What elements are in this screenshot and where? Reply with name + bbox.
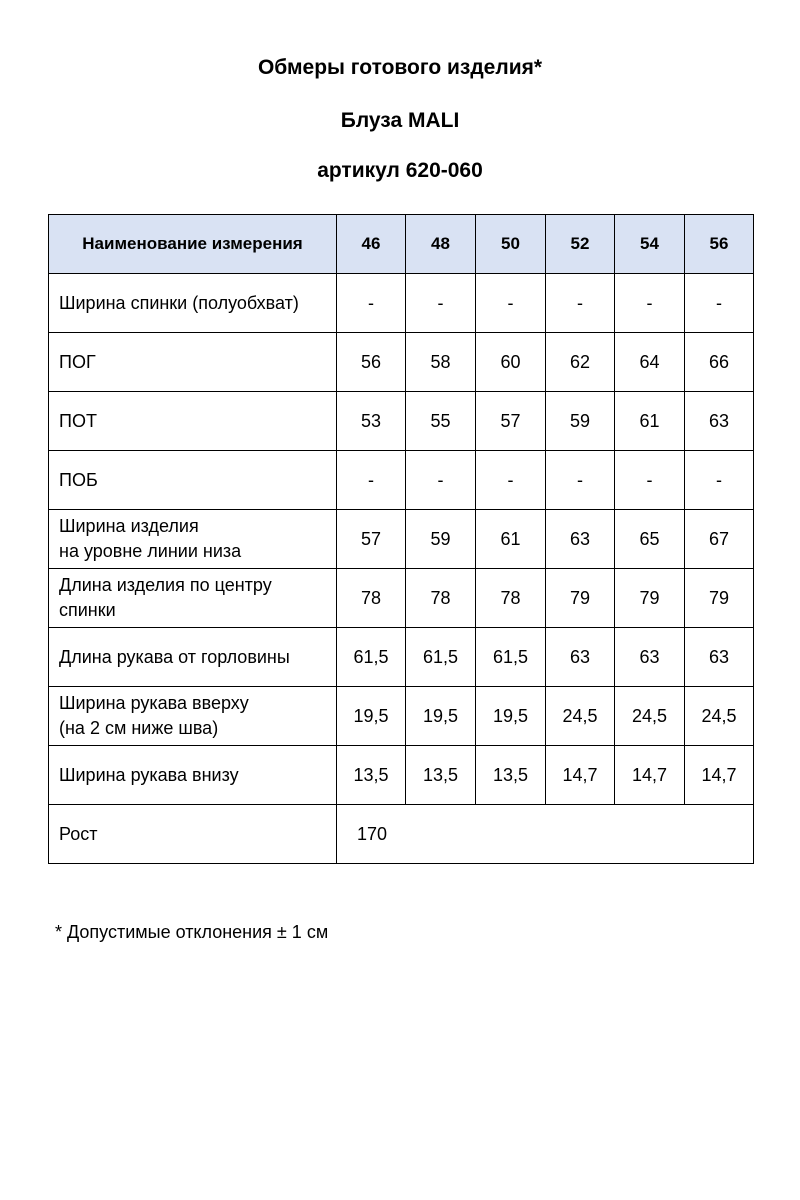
measurement-name-line: Ширина рукава внизу (59, 764, 239, 785)
measurement-value: 79 (546, 569, 615, 628)
measurement-value: 19,5 (476, 687, 546, 746)
measurement-value: 13,5 (337, 746, 406, 805)
measurement-value: 14,7 (546, 746, 615, 805)
measurement-name-line: Ширина рукава вверху (59, 693, 249, 713)
measurement-value: 57 (337, 510, 406, 569)
measurements-table (48, 214, 754, 864)
measurement-name (49, 392, 337, 451)
measurement-value: - (476, 274, 546, 333)
measurement-value: 60 (476, 333, 546, 392)
measurement-value: 65 (615, 510, 685, 569)
document-title: Обмеры готового изделия* (257, 56, 543, 79)
measurement-value: 78 (337, 569, 406, 628)
article-number: артикул 620-060 (317, 159, 483, 182)
measurement-value: 66 (685, 333, 754, 392)
measurement-value: 61 (615, 392, 685, 451)
measurement-value: - (685, 451, 754, 510)
measurement-value: 13,5 (476, 746, 546, 805)
measurement-value: 58 (406, 333, 476, 392)
measurement-value: 59 (406, 510, 476, 569)
measurement-name-line: Длина рукава от горловины (59, 646, 290, 667)
measurement-name-line: Длина изделия по центру (59, 575, 272, 595)
measurement-name (49, 569, 337, 628)
measurement-value: 14,7 (615, 746, 685, 805)
measurement-value: 61,5 (337, 628, 406, 687)
measurement-value: 13,5 (406, 746, 476, 805)
measurement-name-line: (на 2 см ниже шва) (59, 718, 219, 738)
table-row (49, 451, 754, 510)
measurement-value: 79 (685, 569, 754, 628)
measurement-value: 56 (337, 333, 406, 392)
table-row (49, 333, 754, 392)
measurement-value: 78 (406, 569, 476, 628)
measurement-name (49, 510, 337, 569)
table-row-rost (49, 805, 754, 864)
measurement-name (49, 451, 337, 510)
measurement-name (49, 687, 337, 746)
measurement-name-line: спинки (59, 600, 116, 620)
table-row (49, 628, 754, 687)
measurement-value: - (546, 451, 615, 510)
measurement-value: 59 (546, 392, 615, 451)
measurement-name (49, 628, 337, 687)
measurement-value: 61,5 (406, 628, 476, 687)
measurement-value: 24,5 (615, 687, 685, 746)
measurement-name (49, 333, 337, 392)
measurement-name: Рост (49, 805, 337, 864)
measurement-value: 24,5 (685, 687, 754, 746)
footnote: * Допустимые отклонения ± 1 см (55, 922, 329, 942)
measurement-name-line: ПОБ (59, 469, 98, 490)
table-row (49, 392, 754, 451)
measurement-name-line: на уровне линии низа (59, 541, 242, 561)
measurement-value: 64 (615, 333, 685, 392)
measurement-value: - (615, 274, 685, 333)
measurement-value: 61,5 (476, 628, 546, 687)
header-size: 56 (685, 215, 754, 274)
measurement-name (49, 274, 337, 333)
measurement-value: 19,5 (337, 687, 406, 746)
measurement-value: 63 (546, 628, 615, 687)
header-size: 46 (337, 215, 406, 274)
table-row (49, 510, 754, 569)
measurement-value: 53 (337, 392, 406, 451)
header-size: 52 (546, 215, 615, 274)
measurement-value: 63 (685, 628, 754, 687)
measurement-name-line: ПОГ (59, 351, 96, 372)
measurement-value: 55 (406, 392, 476, 451)
measurement-value: 61 (476, 510, 546, 569)
header-size: 50 (476, 215, 546, 274)
measurement-name (49, 746, 337, 805)
measurement-value: - (615, 451, 685, 510)
measurement-value: 170 (337, 805, 754, 864)
header-size: 48 (406, 215, 476, 274)
header-measurement-name: Наименование измерения (49, 215, 337, 274)
measurement-value: 19,5 (406, 687, 476, 746)
measurement-name-line: Ширина изделия (59, 516, 199, 536)
measurement-value: - (406, 274, 476, 333)
table-row (49, 746, 754, 805)
table-header-row (49, 215, 754, 274)
measurement-value: 63 (615, 628, 685, 687)
measurement-name-line: ПОТ (59, 410, 97, 431)
measurement-value: 67 (685, 510, 754, 569)
measurement-value: 79 (615, 569, 685, 628)
measurement-value: - (337, 274, 406, 333)
measurement-value: 24,5 (546, 687, 615, 746)
measurement-value: - (685, 274, 754, 333)
table-row (49, 569, 754, 628)
measurement-value: 57 (476, 392, 546, 451)
table-body (49, 274, 754, 864)
table-row (49, 687, 754, 746)
measurement-value: 14,7 (685, 746, 754, 805)
header-size: 54 (615, 215, 685, 274)
product-name: Блуза MALI (340, 109, 460, 132)
measurement-value: - (337, 451, 406, 510)
measurement-value: 62 (546, 333, 615, 392)
table-row (49, 274, 754, 333)
measurement-value: 78 (476, 569, 546, 628)
measurement-name-line: Ширина спинки (полуобхват) (59, 292, 299, 313)
measurement-value: 63 (685, 392, 754, 451)
measurement-value: 63 (546, 510, 615, 569)
measurement-value: - (476, 451, 546, 510)
measurement-value: - (546, 274, 615, 333)
measurement-value: - (406, 451, 476, 510)
